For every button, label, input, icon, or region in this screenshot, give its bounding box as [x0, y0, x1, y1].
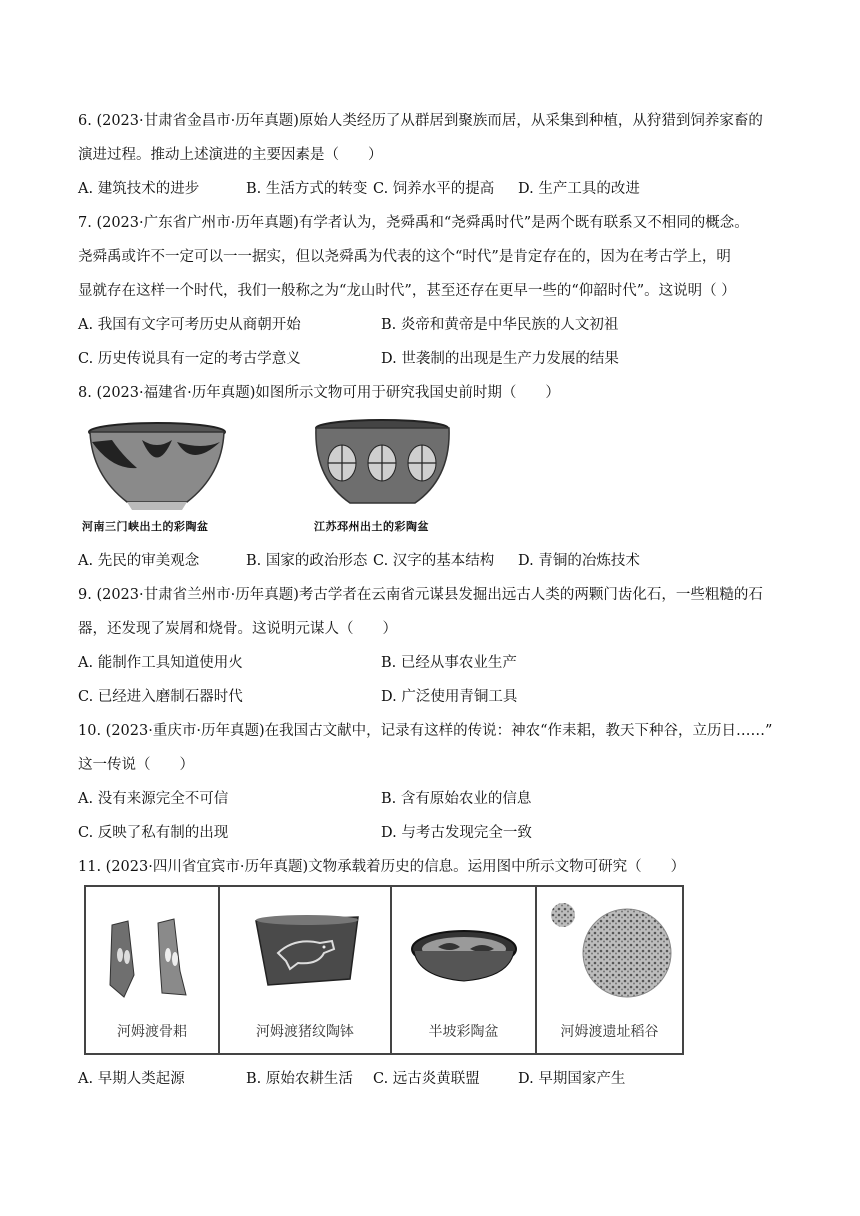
artifact-cell-painted-basin [392, 887, 537, 1053]
q9-stem-line1: 9. (2023·甘肃省兰州市·历年真题)考古学者在云南省元谋县发掘出远古人类的两颗门齿化石，一些粗糙的石 [78, 587, 763, 603]
q11-option-c[interactable]: C. 远古炎黄联盟 [373, 1071, 480, 1087]
q7-option-b[interactable]: B. 炎帝和黄帝是中华民族的人文初祖 [381, 317, 619, 333]
q6-option-c[interactable]: C. 饲养水平的提高 [373, 181, 495, 197]
q9-option-d[interactable]: D. 广泛使用青铜工具 [381, 689, 518, 705]
q11-stem-line1: 11. (2023·四川省宜宾市·历年真题)文物承载着历史的信息。运用图中所示文物可研究（ ） [78, 859, 686, 875]
q7-option-c[interactable]: C. 历史传说具有一定的考古学意义 [78, 351, 301, 367]
q7-stem-line1: 7. (2023·广东省广州市·历年真题)有学者认为，尧舜禹和“尧舜禹时代”是两个既有联系又不相同的概念。 [78, 215, 749, 231]
pottery-basin-image-pizhou [310, 418, 455, 515]
pig-pattern-bowl-image [250, 913, 365, 993]
artifact-cell-bone-spade [86, 887, 220, 1053]
q9-stem-line2: 器，还发现了炭屑和烧骨。这说明元谋人（ ） [78, 621, 397, 637]
q6-option-a[interactable]: A. 建筑技术的进步 [78, 181, 200, 197]
q10-option-a[interactable]: A. 没有来源完全不可信 [78, 791, 229, 807]
q7-option-d[interactable]: D. 世袭制的出现是生产力发展的结果 [381, 351, 619, 367]
artifact-image-strip [84, 885, 684, 1055]
q8-option-d[interactable]: D. 青铜的冶炼技术 [518, 553, 640, 569]
q8-option-c[interactable]: C. 汉字的基本结构 [373, 553, 495, 569]
artifact-label-4: 河姆渡遗址稻谷 [560, 1024, 659, 1040]
artifact-label-1: 河姆渡骨耜 [117, 1024, 187, 1040]
banpo-painted-basin-image [408, 927, 520, 987]
q9-option-b[interactable]: B. 已经从事农业生产 [381, 655, 517, 671]
q8-option-b[interactable]: B. 国家的政治形态 [246, 553, 368, 569]
bone-spade-image [100, 915, 200, 1005]
q6-stem-line2: 演进过程。推动上述演进的主要因素是（ ） [78, 147, 383, 163]
q10-option-d[interactable]: D. 与考古发现完全一致 [381, 825, 532, 841]
artifact-label-2: 河姆渡猪纹陶钵 [256, 1024, 354, 1040]
q10-stem-line2: 这一传说（ ） [78, 757, 194, 773]
q10-option-c[interactable]: C. 反映了私有制的出现 [78, 825, 229, 841]
q8-caption-left: 河南三门峡出土的彩陶盆 [82, 520, 209, 533]
rice-grains-image [545, 895, 677, 1007]
q9-option-a[interactable]: A. 能制作工具知道使用火 [78, 655, 243, 671]
q6-stem-line1: 6. (2023·甘肃省金昌市·历年真题)原始人类经历了从群居到聚族而居，从采集到种植，从狩猎到饲养家畜的 [78, 113, 763, 129]
pottery-basin-image-sanmenxia [82, 420, 232, 515]
q10-option-b[interactable]: B. 含有原始农业的信息 [381, 791, 532, 807]
q6-option-d[interactable]: D. 生产工具的改进 [518, 181, 640, 197]
artifact-cell-pig-bowl [220, 887, 392, 1053]
q7-option-a[interactable]: A. 我国有文字可考历史从商朝开始 [78, 317, 301, 333]
q7-stem-line2: 尧舜禹或许不一定可以一一据实，但以尧舜禹为代表的这个“时代”是肯定存在的，因为在考古学上，明 [78, 249, 731, 265]
q8-caption-right: 江苏邳州出土的彩陶盆 [314, 520, 429, 533]
q11-option-b[interactable]: B. 原始农耕生活 [246, 1071, 353, 1087]
artifact-label-3: 半坡彩陶盆 [428, 1024, 499, 1040]
q6-option-b[interactable]: B. 生活方式的转变 [246, 181, 368, 197]
artifact-cell-rice [537, 887, 682, 1053]
q7-stem-line3: 显就存在这样一个时代，我们一般称之为“龙山时代”，甚至还存在更早一些的“仰韶时代”。这说明（ ） [78, 283, 736, 299]
q8-stem-line1: 8. (2023·福建省·历年真题)如图所示文物可用于研究我国史前时期（ ） [78, 385, 560, 401]
q9-option-c[interactable]: C. 已经进入磨制石器时代 [78, 689, 243, 705]
q10-stem-line1: 10. (2023·重庆市·历年真题)在我国古文献中，记录有这样的传说：神农“作耒耜，教天下种谷，立历日……” [78, 723, 773, 739]
q8-option-a[interactable]: A. 先民的审美观念 [78, 553, 200, 569]
q11-option-d[interactable]: D. 早期国家产生 [518, 1071, 626, 1087]
q11-option-a[interactable]: A. 早期人类起源 [78, 1071, 185, 1087]
